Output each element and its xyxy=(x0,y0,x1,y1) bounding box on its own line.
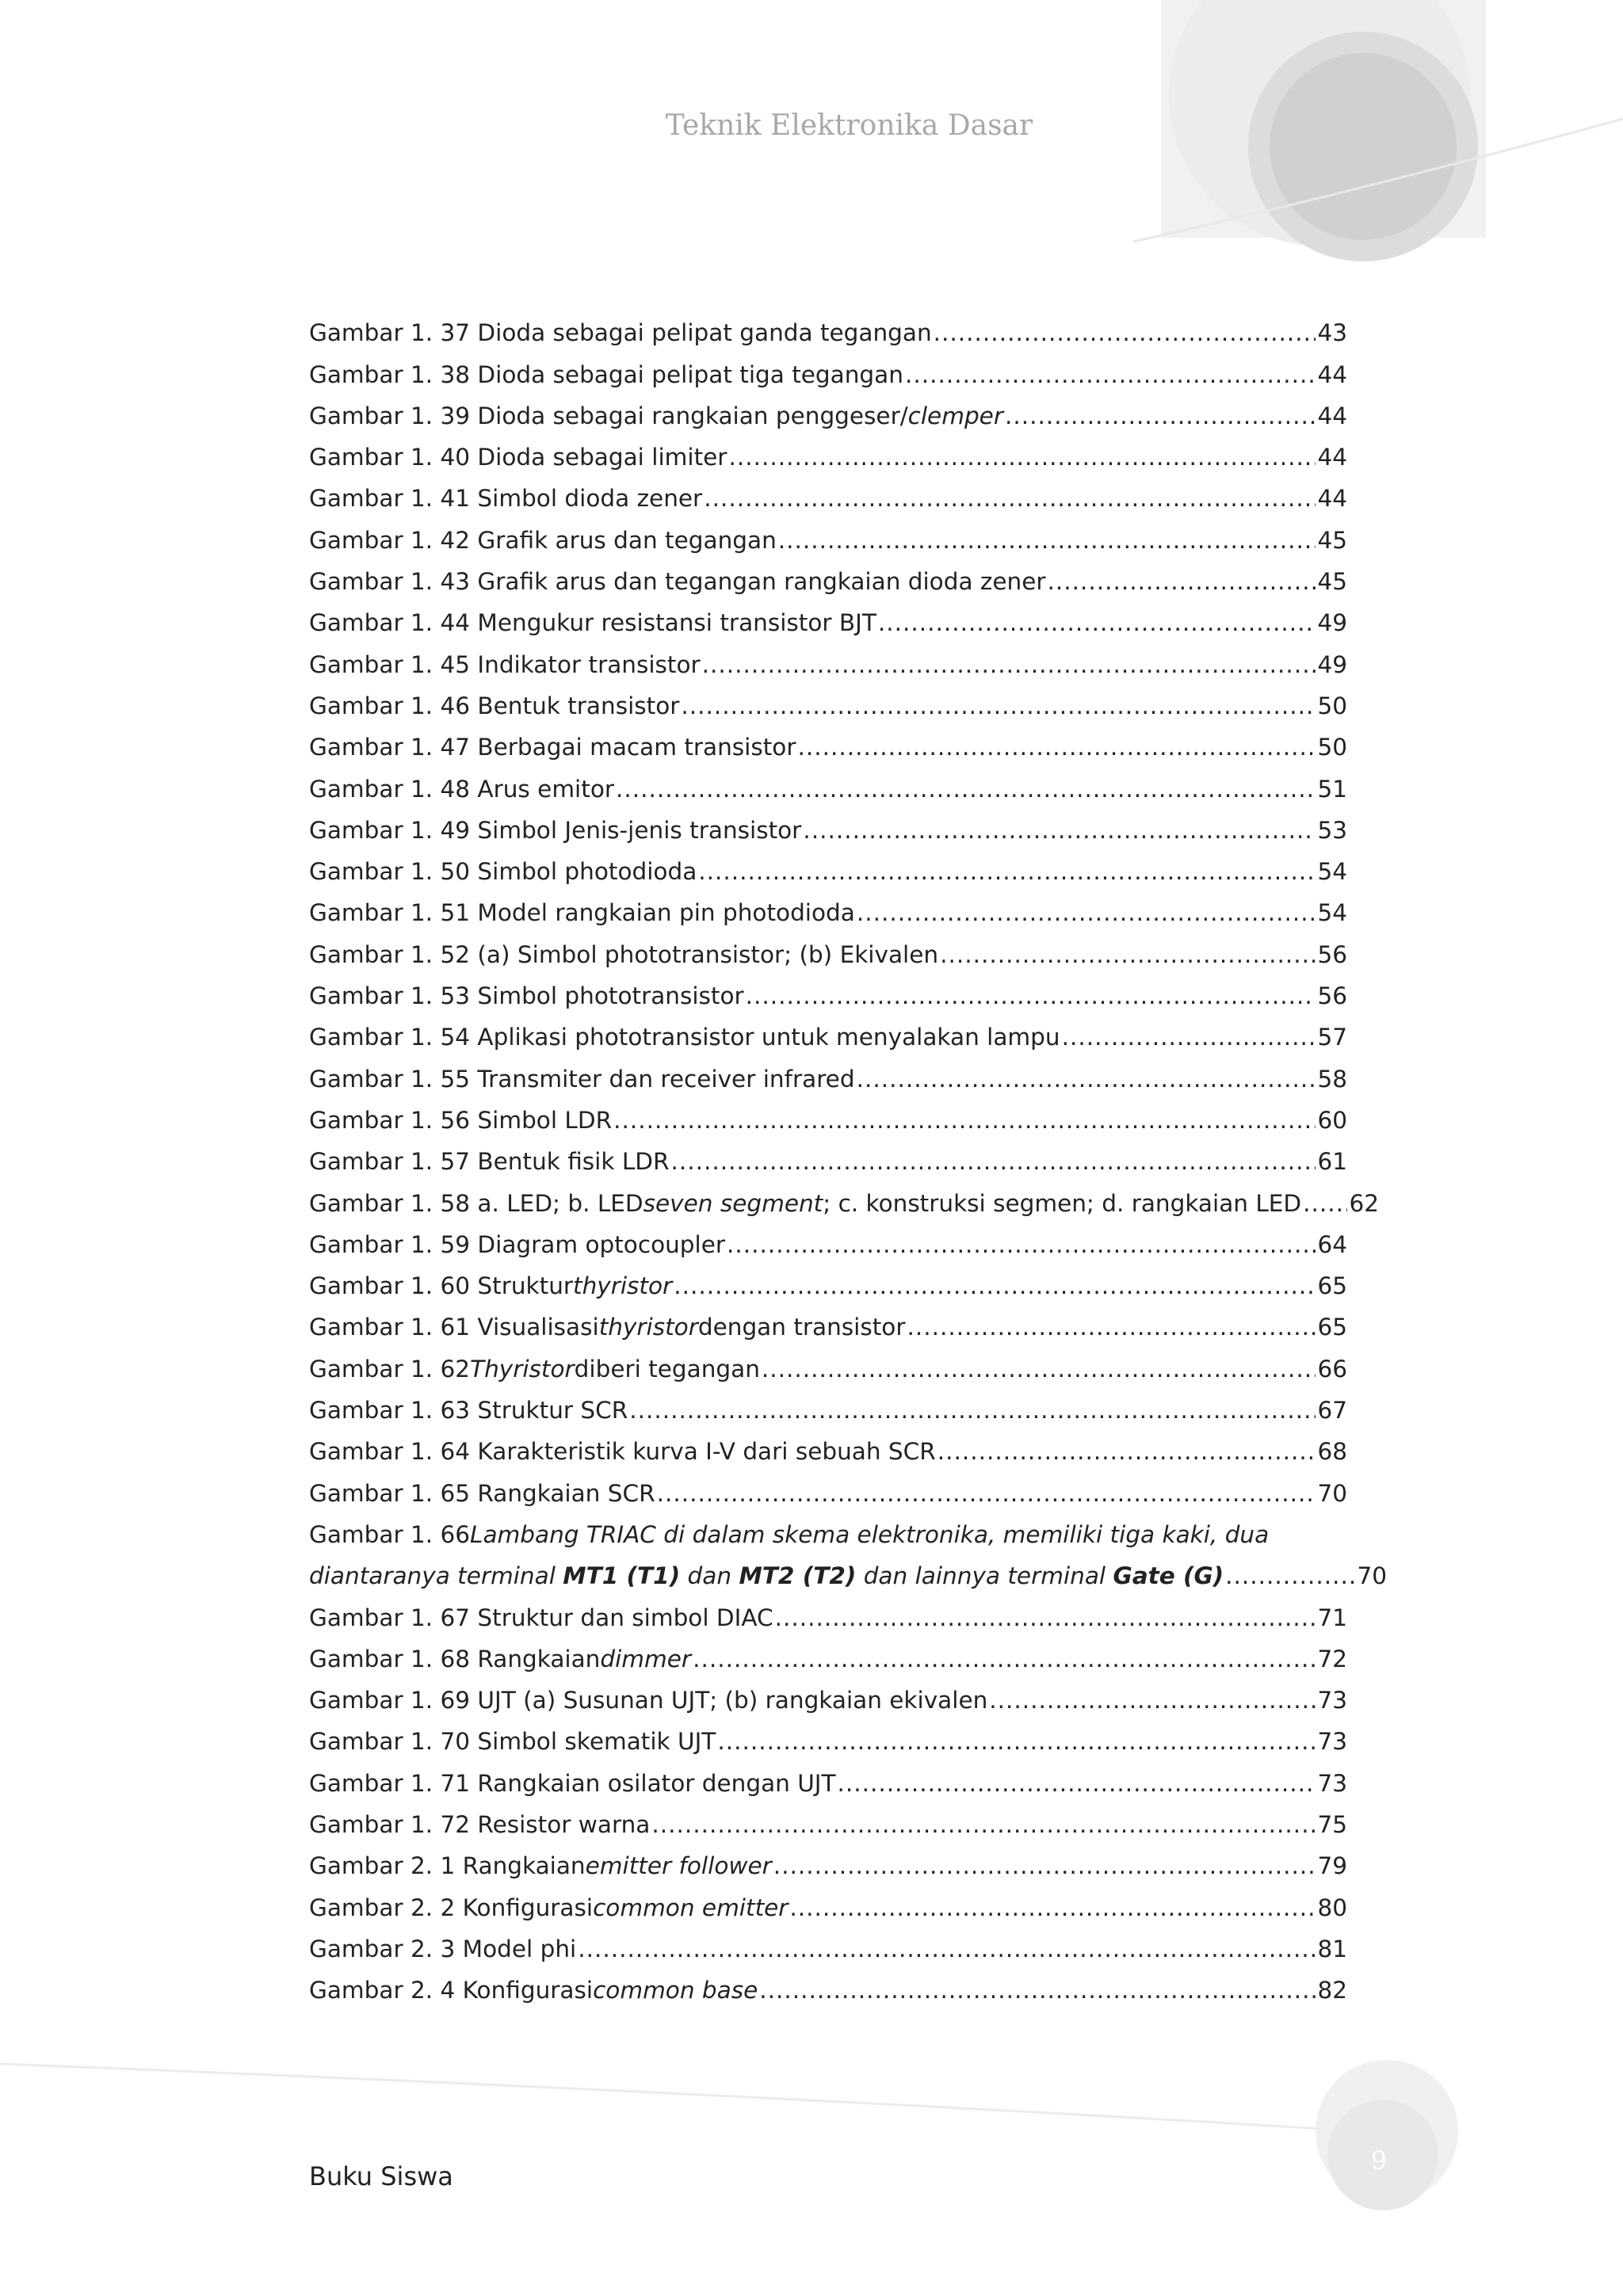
toc-entry[interactable] xyxy=(309,1012,1347,1053)
toc-entry-page: 65 xyxy=(1317,1272,1347,1300)
toc-entry-label-italic: thyristor xyxy=(598,1314,698,1341)
toc-entry-label: Gambar 1. 42 Grafik arus dan tegangan xyxy=(309,526,777,554)
toc-entry-label: Gambar 1. 37 Dioda sebagai pelipat ganda tegangan xyxy=(309,319,932,347)
toc-entry[interactable] xyxy=(309,1343,1347,1384)
toc-entry[interactable] xyxy=(309,307,1347,349)
toc-entry-label-italic: clemper xyxy=(907,402,1003,429)
toc-entry-page: 45 xyxy=(1317,526,1347,554)
toc-entry-page: 44 xyxy=(1317,485,1347,513)
toc-leader-dots xyxy=(878,607,1316,639)
toc-entry-page: 44 xyxy=(1317,402,1347,429)
toc-entry-label: Gambar 1. 46 Bentuk transistor xyxy=(309,692,680,719)
toc-entry-page: 50 xyxy=(1317,734,1347,761)
toc-entry-label: Gambar 1. 68 Rangkaian xyxy=(309,1645,601,1672)
toc-entry[interactable] xyxy=(309,1095,1347,1136)
toc-entry-label: Gambar 1. 72 Resistor warna xyxy=(309,1810,651,1838)
toc-leader-dots xyxy=(1005,400,1316,432)
toc-entry-page: 45 xyxy=(1317,568,1347,596)
toc-entry[interactable] xyxy=(309,1757,1347,1798)
toc-entry-page: 49 xyxy=(1317,609,1347,637)
toc-entry-label: Gambar 1. 43 Grafik arus dan tegangan rangkaian dioda zener xyxy=(309,568,1046,596)
header-ring-core xyxy=(1270,53,1457,240)
toc-entry-page: 73 xyxy=(1317,1728,1347,1756)
toc-entry-label: dengan transistor xyxy=(697,1314,906,1341)
toc-entry-page: 71 xyxy=(1317,1604,1347,1631)
toc-entry-label-italic: seven segment xyxy=(643,1189,823,1217)
toc-entry[interactable] xyxy=(309,805,1347,846)
toc-entry-page: 70 xyxy=(1317,1479,1347,1507)
toc-entry-label: Gambar 1. 62 xyxy=(309,1355,471,1383)
toc-entry-page: 80 xyxy=(1317,1894,1347,1921)
toc-entry-page: 54 xyxy=(1317,899,1347,927)
toc-entry-page: 56 xyxy=(1317,982,1347,1010)
toc-leader-dots xyxy=(704,482,1316,514)
toc-leader-dots xyxy=(670,1146,1316,1177)
list-of-figures xyxy=(309,307,1387,2006)
running-header-title: Teknik Elektronika Dasar xyxy=(665,109,1033,142)
toc-leader-dots xyxy=(613,1104,1316,1136)
toc-leader-dots xyxy=(1225,1560,1355,1592)
toc-leader-dots xyxy=(1062,1021,1316,1053)
footer-page-number: 9 xyxy=(1370,2145,1388,2176)
toc-leader-dots xyxy=(857,1063,1316,1095)
toc-entry-label: Gambar 1. 40 Dioda sebagai limiter xyxy=(309,444,727,471)
toc-leader-dots xyxy=(775,1602,1316,1634)
toc-entry-page: 53 xyxy=(1317,816,1347,844)
toc-entry-page: 44 xyxy=(1317,444,1347,471)
toc-entry-label: Gambar 1. 60 Struktur xyxy=(309,1272,574,1300)
toc-leader-dots xyxy=(803,814,1316,846)
toc-entry-label: Gambar 1. 54 Aplikasi phototransistor untuk menyalakan lampu xyxy=(309,1024,1060,1051)
toc-leader-dots xyxy=(651,1809,1316,1840)
toc-entry[interactable] xyxy=(309,391,1347,432)
toc-leader-dots xyxy=(778,524,1316,556)
toc-entry[interactable] xyxy=(309,1509,1387,1592)
toc-leader-dots xyxy=(857,897,1316,929)
toc-entry[interactable] xyxy=(309,597,1347,639)
toc-leader-dots xyxy=(657,1478,1316,1509)
toc-entry[interactable] xyxy=(309,887,1347,929)
toc-leader-dots xyxy=(905,359,1316,391)
toc-leader-dots xyxy=(938,1436,1316,1467)
toc-leader-dots xyxy=(934,317,1316,349)
toc-leader-dots xyxy=(698,856,1316,887)
toc-entry-label: Gambar 1. 65 Rangkaian SCR xyxy=(309,1479,655,1507)
toc-entry-label-italic: thyristor xyxy=(573,1272,673,1300)
toc-leader-dots xyxy=(907,1311,1316,1343)
toc-entry[interactable] xyxy=(309,929,1347,970)
toc-entry-label: diberi tegangan xyxy=(574,1355,760,1383)
toc-entry-label: Gambar 1. 70 Simbol skematik UJT xyxy=(309,1728,716,1756)
toc-entry-page: 70 xyxy=(1357,1562,1387,1590)
toc-entry-label: Gambar 1. 64 Karakteristik kurva I-V dari sebuah SCR xyxy=(309,1438,936,1466)
toc-entry-label: Gambar 1. 41 Simbol dioda zener xyxy=(309,485,703,513)
toc-leader-dots xyxy=(1048,566,1316,597)
toc-entry-label: Gambar 1. 53 Simbol phototransistor xyxy=(309,982,744,1010)
toc-entry-label: Gambar 1. 63 Struktur SCR xyxy=(309,1397,628,1425)
toc-entry-page: 56 xyxy=(1317,940,1347,968)
toc-entry[interactable] xyxy=(309,1261,1347,1302)
toc-entry-page: 54 xyxy=(1317,858,1347,886)
toc-entry[interactable] xyxy=(309,1675,1347,1716)
toc-leader-dots xyxy=(717,1726,1316,1757)
toc-entry-page: 44 xyxy=(1317,360,1347,388)
toc-entry[interactable] xyxy=(309,1924,1347,1965)
toc-entry-page: 49 xyxy=(1317,650,1347,678)
toc-leader-dots xyxy=(728,441,1316,473)
toc-entry-label: Gambar 2. 2 Konfigurasi xyxy=(309,1894,594,1921)
toc-entry-page: 43 xyxy=(1317,319,1347,347)
toc-entry-label: Gambar 1. 71 Rangkaian osilator dengan UJT xyxy=(309,1769,836,1797)
toc-leader-dots xyxy=(798,731,1316,763)
toc-leader-dots xyxy=(616,773,1316,805)
toc-entry[interactable] xyxy=(309,432,1347,473)
toc-entry-page: 79 xyxy=(1317,1852,1347,1880)
toc-entry-page: 60 xyxy=(1317,1106,1347,1134)
toc-entry-label: Gambar 1. 48 Arus emitor xyxy=(309,775,614,803)
toc-entry-page: 73 xyxy=(1317,1687,1347,1714)
toc-entry[interactable] xyxy=(309,1840,1347,1882)
toc-entry[interactable] xyxy=(309,1799,1347,1840)
toc-entry-label: ; c. konstruksi segmen; d. rangkaian LED xyxy=(823,1189,1302,1217)
toc-entry-page: 61 xyxy=(1317,1148,1347,1176)
toc-leader-dots xyxy=(693,1643,1316,1675)
toc-entry-label-italic: Thyristor xyxy=(470,1355,575,1383)
toc-entry-label: Gambar 1. 67 Struktur dan simbol DIAC xyxy=(309,1604,773,1631)
toc-entry-label-italic: Lambang TRIAC di dalam skema elektronika, memiliki tiga kaki, dua xyxy=(470,1520,1270,1548)
toc-entry-page: 57 xyxy=(1317,1024,1347,1051)
toc-entry[interactable] xyxy=(309,349,1347,390)
toc-entry[interactable] xyxy=(309,1467,1347,1508)
toc-leader-dots xyxy=(789,1892,1316,1924)
toc-entry-page: 68 xyxy=(1317,1438,1347,1466)
toc-entry-label-part: diantaranya terminal xyxy=(309,1562,563,1590)
toc-entry-label-bold: Gate (G) xyxy=(1113,1562,1224,1590)
toc-leader-dots xyxy=(702,649,1316,681)
toc-entry-page: 65 xyxy=(1317,1314,1347,1341)
toc-entry-page: 66 xyxy=(1317,1355,1347,1383)
toc-entry-page: 73 xyxy=(1317,1769,1347,1797)
toc-entry-label: Gambar 1. 61 Visualisasi xyxy=(309,1314,599,1341)
toc-entry-label: Gambar 1. 38 Dioda sebagai pelipat tiga tegangan xyxy=(309,360,903,388)
toc-entry[interactable] xyxy=(309,681,1347,722)
toc-leader-dots xyxy=(578,1933,1316,1965)
toc-entry[interactable] xyxy=(309,1219,1347,1261)
toc-entry-label: Gambar 2. 4 Konfigurasi xyxy=(309,1977,594,2004)
toc-entry-label-italic: emitter follower xyxy=(585,1852,772,1880)
toc-entry[interactable] xyxy=(309,1385,1347,1426)
toc-leader-dots xyxy=(681,690,1316,722)
toc-entry-label: Gambar 1. 44 Mengukur resistansi transistor BJT xyxy=(309,609,876,637)
toc-entry[interactable] xyxy=(309,1882,1347,1923)
toc-entry-page: 67 xyxy=(1317,1397,1347,1425)
toc-leader-dots xyxy=(773,1850,1316,1882)
toc-leader-dots xyxy=(629,1394,1316,1426)
toc-entry-label: Gambar 1. 45 Indikator transistor xyxy=(309,650,701,678)
toc-entry[interactable] xyxy=(309,722,1347,763)
footer-book-label: Buku Siswa xyxy=(309,2161,453,2191)
toc-leader-dots xyxy=(759,1974,1316,2006)
toc-entry-label-part: dan xyxy=(680,1562,739,1590)
toc-entry[interactable] xyxy=(309,1136,1347,1177)
toc-entry-label-italic: common emitter xyxy=(593,1894,789,1921)
toc-entry[interactable] xyxy=(309,846,1347,887)
toc-entry-label: Gambar 1. 51 Model rangkaian pin photodioda xyxy=(309,899,855,927)
toc-entry[interactable] xyxy=(309,971,1347,1012)
toc-entry[interactable] xyxy=(309,556,1347,597)
toc-entry-page: 51 xyxy=(1317,775,1347,803)
toc-entry-label: Gambar 1. 49 Simbol Jenis-jenis transistor xyxy=(309,816,802,844)
toc-entry[interactable] xyxy=(309,514,1347,555)
toc-entry[interactable] xyxy=(309,473,1347,514)
toc-entry-label: Gambar 1. 69 UJT (a) Susunan UJT; (b) rangkaian ekivalen xyxy=(309,1687,988,1714)
toc-entry-label-bold: MT2 (T2) xyxy=(739,1562,857,1590)
toc-entry[interactable] xyxy=(309,763,1347,804)
toc-leader-dots xyxy=(940,939,1316,971)
toc-entry-page: 75 xyxy=(1317,1810,1347,1838)
toc-entry-label: Gambar 1. 50 Simbol photodioda xyxy=(309,858,697,886)
toc-entry-page: 58 xyxy=(1317,1065,1347,1093)
toc-entry-label-italic: dimmer xyxy=(600,1645,692,1672)
toc-entry[interactable] xyxy=(309,1965,1347,2006)
toc-entry[interactable] xyxy=(309,1177,1379,1219)
toc-entry-label: Gambar 1. 57 Bentuk fisik LDR xyxy=(309,1148,670,1176)
toc-entry-label-italic xyxy=(309,1560,1224,1592)
toc-entry-label: Gambar 1. 47 Berbagai macam transistor xyxy=(309,734,796,761)
toc-entry-label: Gambar 1. 55 Transmiter dan receiver infrared xyxy=(309,1065,855,1093)
toc-entry-page: 81 xyxy=(1317,1935,1347,1962)
toc-entry-label: Gambar 2. 1 Rangkaian xyxy=(309,1852,586,1880)
footer-swoosh-line xyxy=(0,2064,1363,2131)
toc-entry[interactable] xyxy=(309,1426,1347,1467)
toc-entry[interactable] xyxy=(309,1716,1347,1757)
toc-entry[interactable] xyxy=(309,1634,1347,1675)
toc-leader-dots xyxy=(746,980,1316,1012)
toc-entry[interactable] xyxy=(309,639,1347,680)
toc-leader-dots xyxy=(1303,1188,1347,1219)
toc-entry[interactable] xyxy=(309,1302,1347,1343)
toc-entry[interactable] xyxy=(309,1053,1347,1094)
toc-leader-dots xyxy=(989,1684,1316,1716)
toc-entry-label-italic: common base xyxy=(593,1977,758,2004)
toc-leader-dots xyxy=(674,1270,1316,1302)
toc-entry-label: Gambar 1. 59 Diagram optocoupler xyxy=(309,1230,726,1258)
toc-entry-label: Gambar 1. 39 Dioda sebagai rangkaian penggeser/ xyxy=(309,402,908,429)
toc-entry-label: Gambar 2. 3 Model phi xyxy=(309,1935,577,1962)
toc-entry[interactable] xyxy=(309,1592,1347,1633)
toc-entry-page: 72 xyxy=(1317,1645,1347,1672)
toc-entry-page: 62 xyxy=(1349,1189,1379,1217)
toc-entry-page: 50 xyxy=(1317,692,1347,719)
toc-entry-label-part: dan lainnya terminal xyxy=(856,1562,1113,1590)
toc-entry-label-bold: MT1 (T1) xyxy=(563,1562,681,1590)
toc-leader-dots xyxy=(762,1353,1316,1385)
toc-entry-label: Gambar 1. 66 xyxy=(309,1520,471,1548)
toc-leader-dots xyxy=(838,1768,1316,1799)
toc-entry-label: Gambar 1. 58 a. LED; b. LED xyxy=(309,1189,643,1217)
toc-entry-page: 64 xyxy=(1317,1230,1347,1258)
toc-entry-page: 82 xyxy=(1317,1977,1347,2004)
toc-leader-dots xyxy=(727,1229,1316,1261)
toc-entry-label: Gambar 1. 52 (a) Simbol phototransistor; (b) Ekivalen xyxy=(309,940,939,968)
toc-entry-label: Gambar 1. 56 Simbol LDR xyxy=(309,1106,613,1134)
